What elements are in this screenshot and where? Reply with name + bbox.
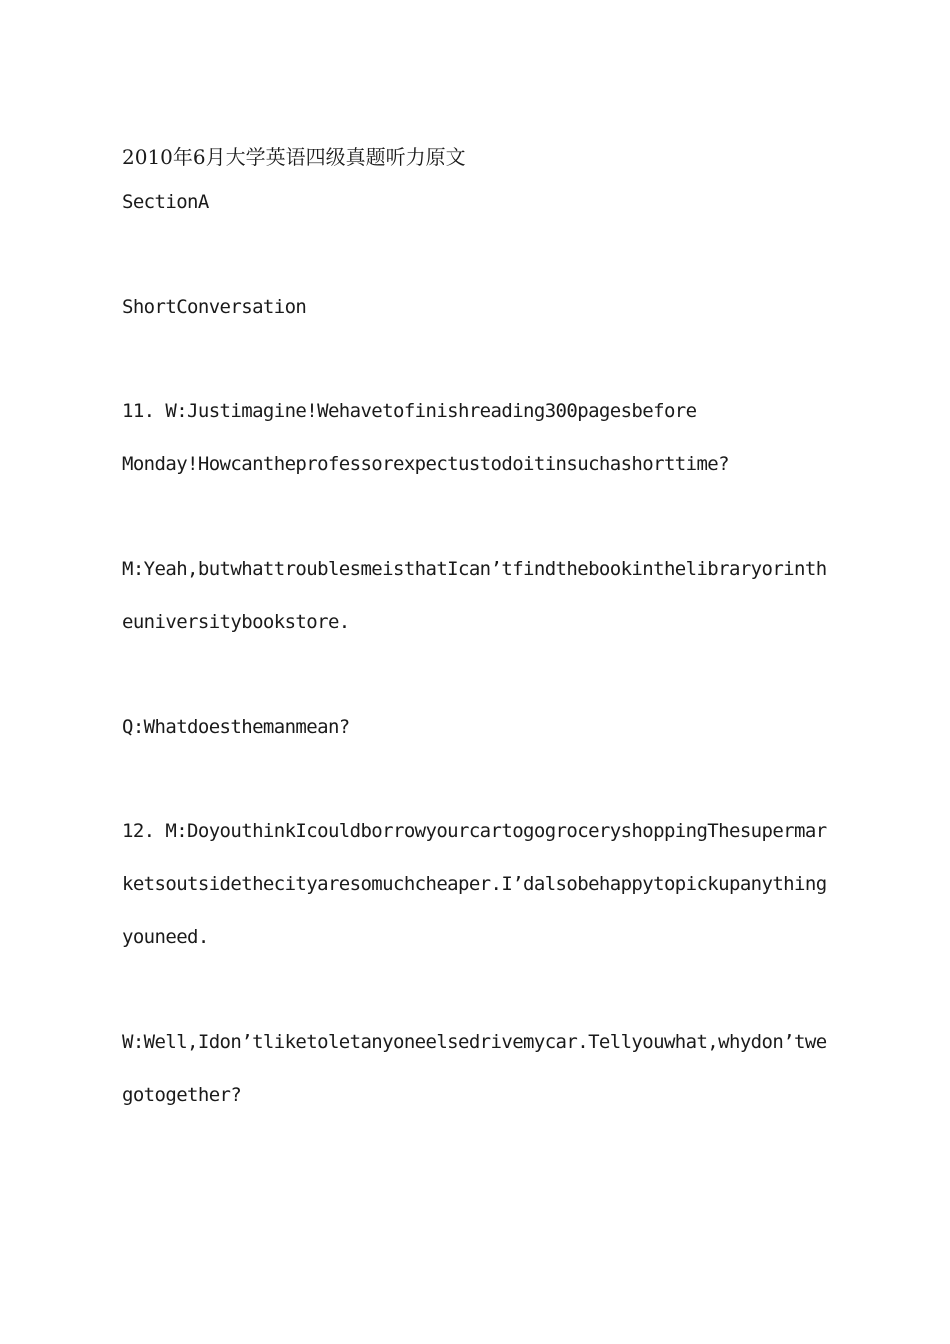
section-heading: SectionA: [122, 191, 209, 213]
q12-line-2: ketsoutsidethecityaresomuchcheaper.I’dalsobehappytopickupanything: [122, 873, 827, 895]
q11-line-2: Monday!Howcantheprofessorexpectustodoitinsuchashorttime?: [122, 453, 729, 475]
document-title: 2010年6月大学英语四级真题听力原文: [122, 145, 466, 169]
q11-line-4: euniversitybookstore.: [122, 611, 350, 633]
subsection-heading: ShortConversation: [122, 296, 307, 318]
q12-line-4: W:Well,Idon’tliketoletanyoneelsedrivemycar.Tellyouwhat,whydon’twe: [122, 1031, 827, 1053]
q11-line-3: M:Yeah,butwhattroublesmeisthatIcan’tfindthebookinthelibraryorinth: [122, 558, 827, 580]
q11-question: Q:Whatdoesthemanmean?: [122, 716, 350, 738]
q11-line-1: 11. W:Justimagine!Wehavetofinishreading300pagesbefore: [122, 400, 697, 422]
q12-line-3: youneed.: [122, 926, 209, 948]
q12-line-1: 12. M:DoyouthinkIcouldborrowyourcartogogroceryshoppingThesupermar: [122, 820, 827, 842]
q12-line-5: gotogether?: [122, 1084, 242, 1106]
